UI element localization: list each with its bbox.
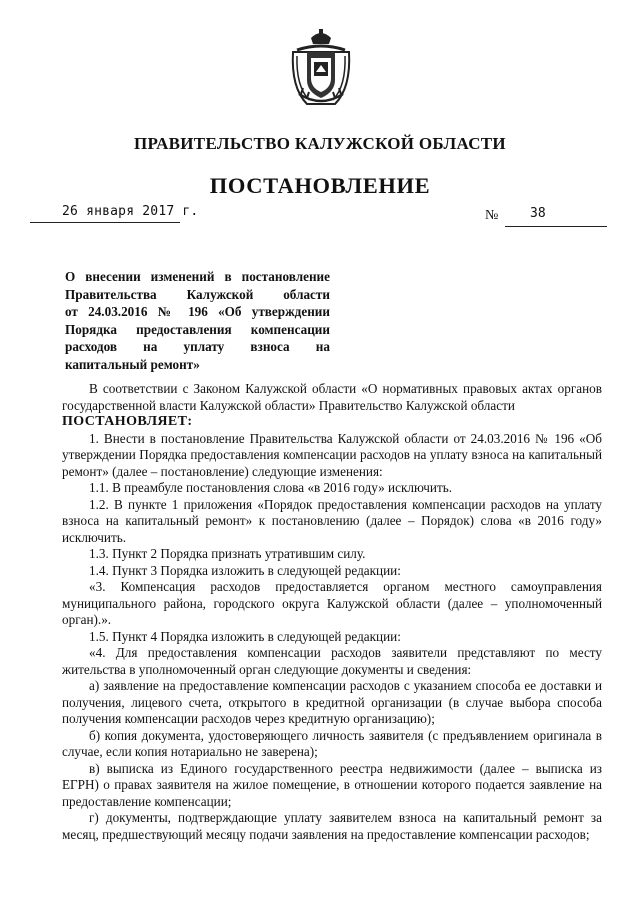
subject-line: О внесении изменений в постановление xyxy=(65,269,330,284)
item-b: б) копия документа, удостоверяющего личность заявителя (с предъявлением оригинала в случае, если копия нотариально не заверена); xyxy=(62,727,602,759)
quoted-paragraph-3: «3. Компенсация расходов предоставляется органом местного самоуправления муниципального района, городского округа Калужской области (далее – уполномоченный орган).». xyxy=(62,579,602,627)
item-v: в) выписка из Единого государственного реестра недвижимости (далее – выписка из ЕГРН) о правах заявителя на жилое помещение, в отношении которого подается заявление на предоставление компенсации; xyxy=(62,760,602,809)
paragraph-1-1: 1.1. В преамбуле постановления слова «в 2016 году» исключить. xyxy=(89,480,453,495)
subject-line: капитальный ремонт» xyxy=(65,356,200,372)
document-subject xyxy=(65,268,330,374)
quoted-paragraph-4: «4. Для предоставления компенсации расходов заявители представляют по месту жительства в уполномоченный орган следующие документы и сведения: xyxy=(62,645,602,677)
coat-of-arms-emblem xyxy=(287,28,355,108)
number-sign: № xyxy=(485,208,499,223)
number-underline xyxy=(505,226,607,227)
paragraph-1-4: 1.4. Пункт 3 Порядка изложить в следующей редакции: xyxy=(89,562,401,578)
subject-line: Порядка предоставления компенсации xyxy=(65,321,330,337)
preamble-paragraph: В соответствии с Законом Калужской области «О нормативных правовых актах органов государственной власти Калужской области» Правительство Калужской области xyxy=(62,381,602,413)
document-date: 26 января 2017 г. xyxy=(62,204,199,219)
government-name: ПРАВИТЕЛЬСТВО КАЛУЖСКОЙ ОБЛАСТИ xyxy=(134,134,506,153)
document-body xyxy=(62,381,602,843)
item-a: а) заявление на предоставление компенсации расходов с указанием способа ее доставки и получения, лицевого счета, открытого в кредитной организации (в случае выбора способа получения компенсации расходов через кредитную организацию); xyxy=(62,678,602,726)
subject-line: расходов на уплату взноса на xyxy=(65,339,330,355)
postanovlyaet-heading: ПОСТАНОВЛЯЕТ: xyxy=(62,414,193,429)
paragraph-1-2: 1.2. В пункте 1 приложения «Порядок предоставления компенсации расходов на уплату взноса на капитальный ремонт» к постановлению (далее – Порядок) слова «в 2016 году» исключить. xyxy=(62,496,602,545)
paragraph-1: 1. Внести в постановление Правительства Калужской области от 24.03.2016 № 196 «Об утверждении Порядка предоставления компенсации расходов на уплату взноса на капитальный ремонт» (далее – постановление) следующие изменения: xyxy=(62,430,602,479)
paragraph-1-3: 1.3. Пункт 2 Порядка признать утратившим силу. xyxy=(89,546,366,561)
document-number: 38 xyxy=(530,206,546,221)
date-underline xyxy=(30,222,180,223)
subject-line: от 24.03.2016 № 196 «Об утверждении xyxy=(65,304,330,320)
document-type-title: ПОСТАНОВЛЕНИЕ xyxy=(209,173,431,198)
subject-line: Правительства Калужской области xyxy=(65,286,330,302)
item-g: г) документы, подтверждающие уплату заявителем взноса на капитальный ремонт за месяц, предшествующий месяцу подачи заявления на предоставление компенсации расходов; xyxy=(62,810,602,842)
paragraph-1-5: 1.5. Пункт 4 Порядка изложить в следующей редакции: xyxy=(89,628,401,644)
